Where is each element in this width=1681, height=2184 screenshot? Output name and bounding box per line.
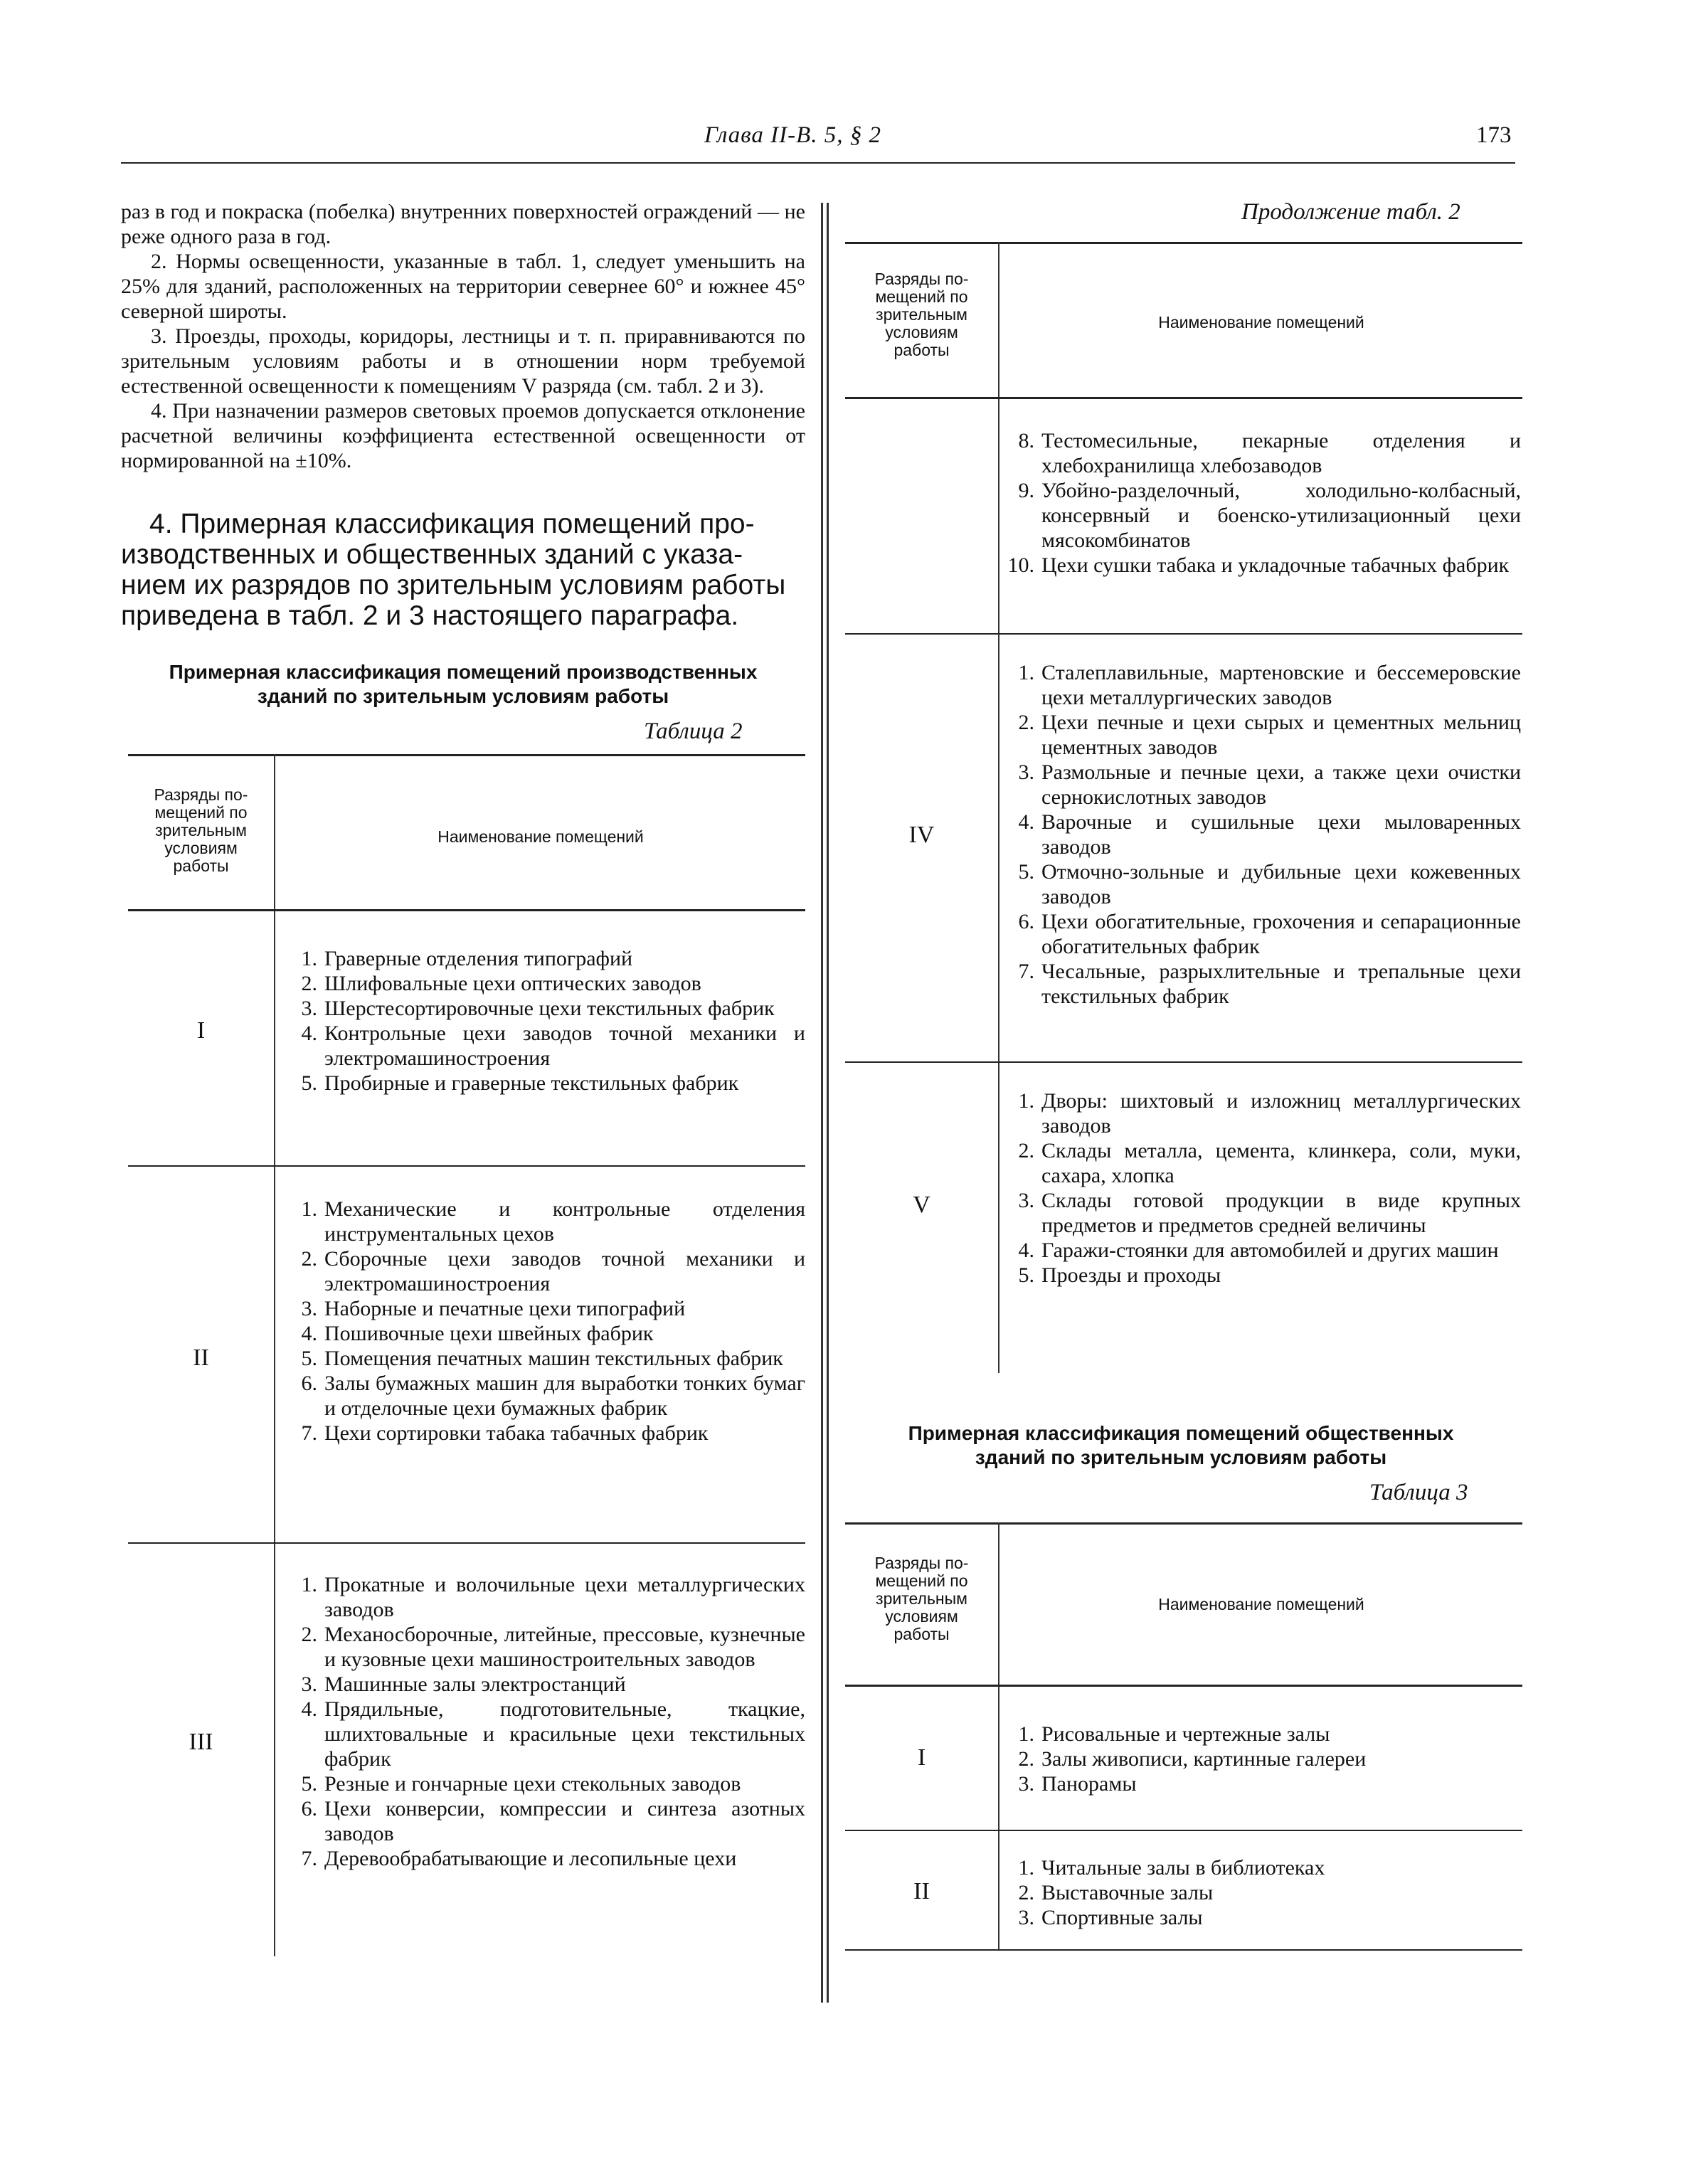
table-column-rule <box>998 242 999 1373</box>
table-group-rule <box>845 1061 1522 1063</box>
table-top-rule <box>845 1522 1522 1525</box>
table-top-rule <box>845 242 1522 244</box>
intro-paragraph: 4. При назначении размеров световых проемов допускается отклонение расчетной величины коэффициента естественной освещенности от нормированной на ±10%. <box>121 399 805 472</box>
table3-caption <box>839 1421 1522 1470</box>
table3-rank-I: I <box>917 1744 926 1771</box>
list-item: 5. Пробирные и граверные текстильных фабрик <box>301 1071 739 1095</box>
list-item: 10. Цехи сушки табака и укладочные табачных фабрик <box>1007 553 1510 577</box>
table3-rank-II: II <box>913 1878 930 1904</box>
table2-rank-I: I <box>196 1017 206 1044</box>
section-4-line: изводственных и общественных зданий с указа- <box>121 539 743 570</box>
list-item: 1. Читальные залы в библиотеках <box>1018 1856 1325 1880</box>
list-item: 2. Цехи печные и цехи сырых и цементных мельниц цементных заводов <box>1018 711 1521 759</box>
head-rank-line: работы <box>893 1625 950 1643</box>
table2-rank-IV: IV <box>908 822 935 848</box>
table-column-rule <box>998 1522 999 1949</box>
table2-caption-line: зданий по зрительным условиям работы <box>257 685 669 707</box>
intro-text <box>121 199 805 473</box>
list-item: 1. Сталеплавильные, мартеновские и бессемеровские цехи металлургических заводов <box>1018 661 1521 709</box>
table-bottom-rule <box>845 1949 1522 1951</box>
table2-cont-head-name: Наименование помещений <box>1158 313 1364 332</box>
list-item: 3. Наборные и печатные цехи типографий <box>301 1297 686 1320</box>
table3-label: Таблица 3 <box>1369 1480 1468 1505</box>
list-item: 2. Залы живописи, картинные галереи <box>1018 1747 1367 1771</box>
list-item: 3. Машинные залы электростанций <box>301 1673 626 1696</box>
intro-paragraph: 2. Нормы освещенности, указанные в табл. 1, следует уменьшить на 25% для зданий, расположенных на территории севернее 60° и южнее 45° северной широты. <box>121 250 805 323</box>
header-rule <box>121 162 1515 164</box>
list-item: 2. Выставочные залы <box>1018 1881 1214 1904</box>
page-number: 173 <box>1476 122 1512 148</box>
running-head: Глава II-В. 5, § 2 <box>704 122 882 148</box>
list-item: 2. Шлифовальные цехи оптических заводов <box>301 972 701 995</box>
list-item: 1. Прокатные и волочильные цехи металлургических заводов <box>301 1573 805 1621</box>
table3-head-rank <box>845 1554 998 1643</box>
list-item: 8. Тестомесильные, пекарные отделения и хлебохранилища хлебозаводов <box>1018 429 1521 477</box>
table-top-rule <box>128 754 805 756</box>
head-rank-line: мещений по <box>875 1571 968 1590</box>
list-item: 2. Сборочные цехи заводов точной механики и электромашиностроения <box>301 1247 805 1295</box>
table-group-rule <box>845 633 1522 635</box>
list-item: 5. Помещения печатных машин текстильных фабрик <box>301 1347 783 1370</box>
table-group-rule <box>128 1165 805 1167</box>
section-4-paragraph <box>121 509 805 631</box>
table-column-rule <box>274 754 275 1956</box>
section-4-line: приведена в табл. 2 и 3 настоящего параграфа. <box>121 600 739 631</box>
table-head-rule <box>128 909 805 911</box>
list-item: 3. Склады готовой продукции в виде крупных предметов и предметов средней величины <box>1018 1189 1521 1237</box>
table3-head-name: Наименование помещений <box>1158 1595 1364 1613</box>
table2-group-II-list <box>286 1197 805 1446</box>
list-item: 4. Варочные и сушильные цехи мыловаренных заводов <box>1018 810 1521 859</box>
table2-group-III-cont-list <box>1003 428 1521 578</box>
list-item: 4. Контрольные цехи заводов точной механики и электромашиностроения <box>301 1022 805 1070</box>
list-item: 1. Дворы: шихтовый и изложниц металлургических заводов <box>1018 1089 1521 1138</box>
table2-continuation-label: Продолжение табл. 2 <box>1241 199 1460 225</box>
head-rank-line: работы <box>893 341 950 359</box>
list-item: 5. Резные и гончарные цехи стекольных заводов <box>301 1772 741 1796</box>
head-rank-line: условиям <box>164 839 238 857</box>
list-item: 1. Граверные отделения типографий <box>301 947 633 970</box>
table2-head-rank <box>128 786 274 875</box>
table-head-rule <box>845 1685 1522 1687</box>
table2-left <box>128 754 805 1956</box>
table2-head-name: Наименование помещений <box>438 827 644 846</box>
list-item: 9. Убойно-разделочный, холодильно-колбасный, консервный и боенско-утилизационный цехи мясокомбинатов <box>1018 479 1521 552</box>
section-4-line: 4. Примерная классификация помещений про- <box>149 509 755 539</box>
intro-paragraph: раз в год и покраска (побелка) внутренних поверхностей ограждений — не реже одного раза в год. <box>121 200 805 248</box>
head-rank-line: зрительным <box>876 1589 967 1608</box>
list-item: 6. Цехи обогатительные, грохочения и сепарационные обогатительных фабрик <box>1018 910 1521 958</box>
list-item: 3. Панорамы <box>1018 1772 1137 1796</box>
table2-rank-III: III <box>189 1729 213 1755</box>
section-4-line: нием их разрядов по зрительным условиям работы <box>121 570 786 600</box>
table2-caption <box>121 660 805 709</box>
list-item: 7. Деревообрабатывающие и лесопильные цехи <box>301 1847 737 1870</box>
head-rank-line: условиям <box>885 1607 958 1626</box>
column-divider-right <box>827 203 829 2003</box>
intro-paragraph: 3. Проезды, проходы, коридоры, лестницы и т. п. приравниваются по зрительным условиям работы и в отношении норм требуемой естественной освещенности к помещениям V разряда (см. табл. 2 и 3). <box>121 324 805 398</box>
list-item: 3. Шерстесортировочные цехи текстильных фабрик <box>301 997 775 1020</box>
head-rank-line: Разряды по- <box>154 785 248 804</box>
table-head-rule <box>845 397 1522 399</box>
table3-group-II-list <box>1003 1855 1521 1930</box>
table2-right <box>845 242 1522 1373</box>
list-item: 6. Цехи конверсии, компрессии и синтеза азотных заводов <box>301 1797 805 1845</box>
list-item: 2. Механосборочные, литейные, прессовые, кузнечные и кузовные цехи машиностроительных заводов <box>301 1623 805 1671</box>
table3-group-I-list <box>1003 1722 1521 1796</box>
head-rank-line: Разряды по- <box>874 1554 969 1572</box>
list-item: 2. Склады металла, цемента, клинкера, соли, муки, сахара, хлопка <box>1018 1139 1521 1187</box>
table2-rank-II: II <box>193 1345 209 1371</box>
table2-group-V-list <box>1003 1088 1521 1288</box>
list-item: 5. Отмочно-зольные и дубильные цехи кожевенных заводов <box>1018 860 1521 908</box>
column-divider-left <box>821 203 823 2003</box>
table2-caption-line: Примерная классификация помещений производственных <box>169 661 758 683</box>
table3 <box>845 1522 1522 1956</box>
list-item: 5. Проезды и проходы <box>1018 1263 1221 1287</box>
table2-group-III-list <box>286 1572 805 1871</box>
table-group-rule <box>128 1542 805 1544</box>
table2-group-IV-list <box>1003 660 1521 1009</box>
list-item: 7. Чесальные, разрыхлительные и трепальные цехи текстильных фабрик <box>1018 960 1521 1008</box>
table3-caption-line: зданий по зрительным условиям работы <box>975 1446 1387 1468</box>
head-rank-line: условиям <box>885 323 958 341</box>
head-rank-line: Разряды по- <box>874 270 969 288</box>
table2-cont-head-rank <box>845 270 998 359</box>
head-rank-line: мещений по <box>154 803 248 822</box>
table2-label: Таблица 2 <box>644 719 743 744</box>
table3-caption-line: Примерная классификация помещений общественных <box>908 1422 1454 1444</box>
table2-rank-V: V <box>913 1192 930 1218</box>
list-item: 1. Рисовальные и чертежные залы <box>1018 1722 1330 1746</box>
list-item: 4. Гаражи-стоянки для автомобилей и других машин <box>1018 1239 1499 1262</box>
list-item: 4. Пошивочные цехи швейных фабрик <box>301 1322 654 1345</box>
head-rank-line: мещений по <box>875 287 968 306</box>
head-rank-line: зрительным <box>155 821 247 839</box>
list-item: 1. Механические и контрольные отделения инструментальных цехов <box>301 1197 805 1246</box>
table2-group-I-list <box>286 946 805 1096</box>
list-item: 4. Прядильные, подготовительные, ткацкие, шлихтовальные и красильные цехи текстильных фабрик <box>301 1697 805 1771</box>
list-item: 6. Залы бумажных машин для выработки тонких бумаг и отделочные цехи бумажных фабрик <box>301 1372 805 1420</box>
head-rank-line: зрительным <box>876 305 967 324</box>
list-item: 3. Размольные и печные цехи, а также цехи очистки сернокислотных заводов <box>1018 760 1521 809</box>
table-group-rule <box>845 1830 1522 1831</box>
list-item: 3. Спортивные залы <box>1018 1906 1203 1929</box>
list-item: 7. Цехи сортировки табака табачных фабрик <box>301 1421 709 1445</box>
head-rank-line: работы <box>173 857 229 875</box>
